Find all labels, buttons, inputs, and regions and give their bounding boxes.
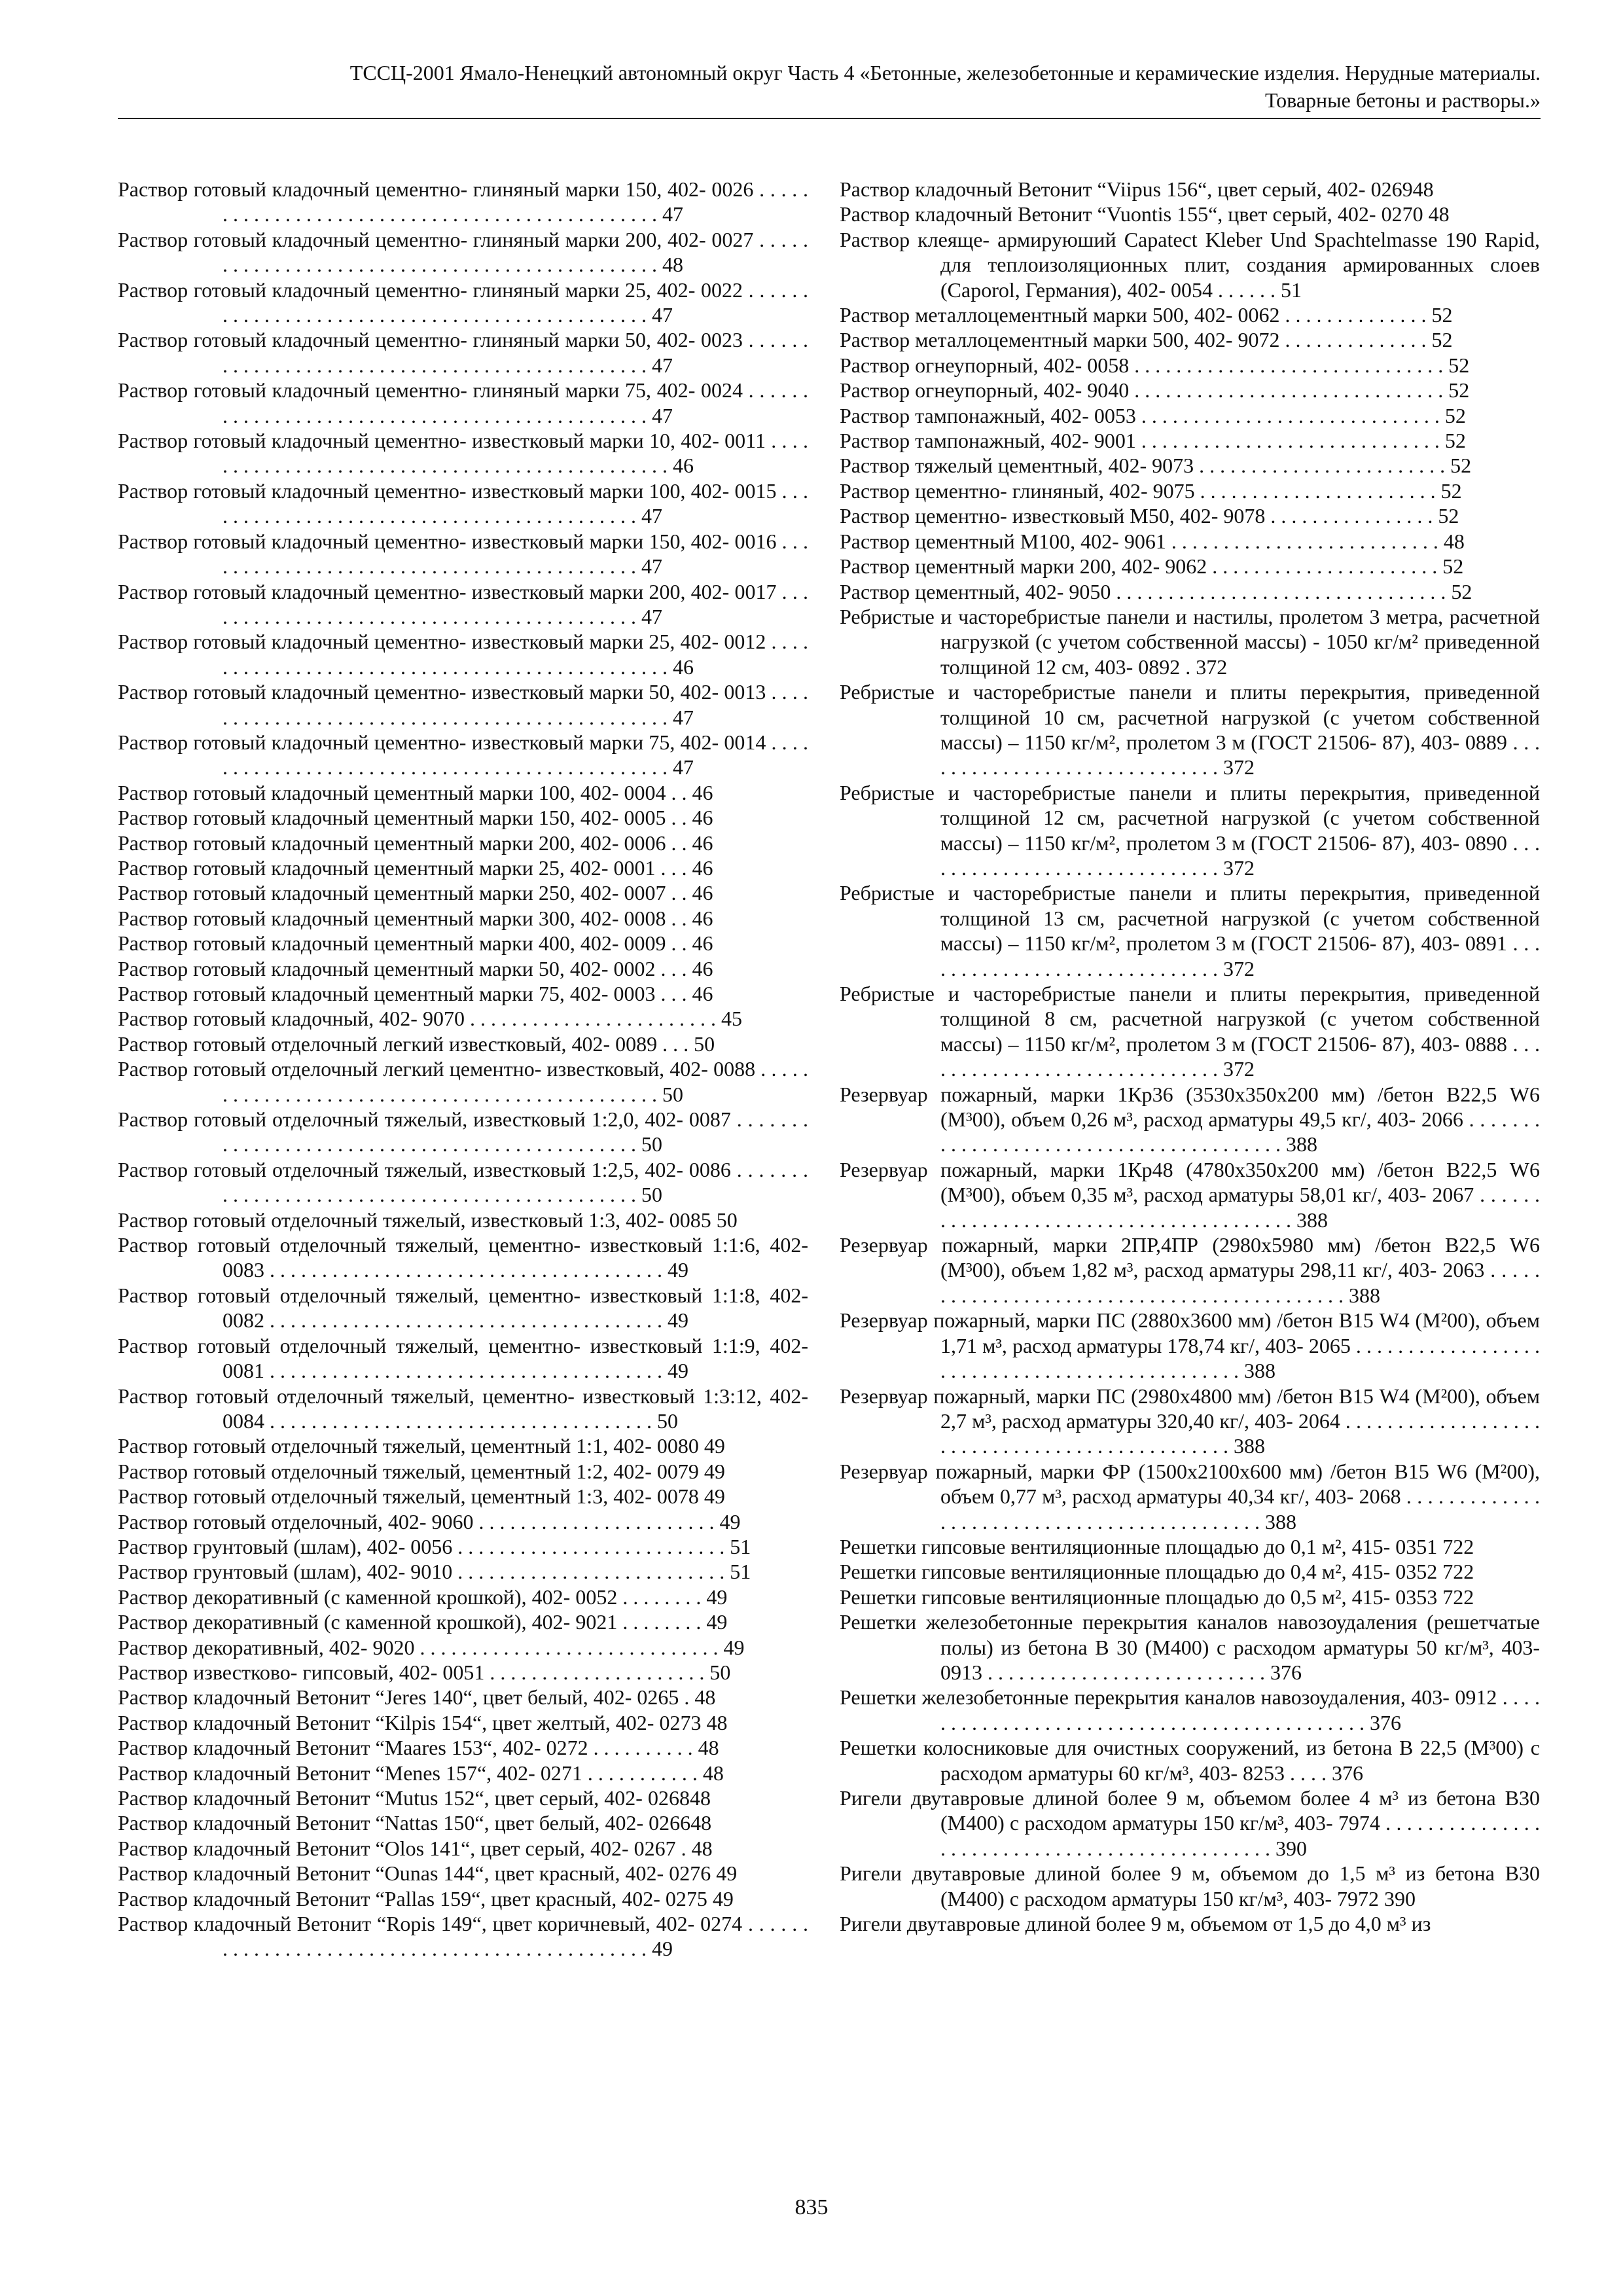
index-entry: Ригели двутавровые длиной более 9 м, объемом от 1,5 до 4,0 м³ из	[840, 1912, 1431, 1936]
index-entry: Раствор цементный марки 200, 402- 9062 . . . . . . . . . . . . . . . . . . . . . . 52	[840, 554, 1464, 579]
index-entry: Раствор кладочный Ветонит “Vuontis 155“, цвет серый, 402- 0270 48	[840, 202, 1450, 226]
index-entry: Раствор кладочный Ветонит “Nattas 150“, цвет белый, 402- 026648	[118, 1811, 712, 1835]
index-entry: Раствор огнеупорный, 402- 9040 . . . . . . . . . . . . . . . . . . . . . . . . . . . . . . 52	[840, 378, 1470, 403]
index-entry: Резервуар пожарный, марки 1Кр48 (4780х350х200 мм) /бетон В22,5 W6 (М³00), объем 0,35 м³, расход арматуры 58,01 кг/, 403- 2067 . . . . . . . . . . . . . . . . . . . . . . . . . . . . . . . . . . . . . . . . 388	[840, 1157, 1540, 1232]
index-entry: Раствор грунтовый (шлам), 402- 0056 . . . . . . . . . . . . . . . . . . . . . . . . . . 51	[118, 1534, 751, 1558]
index-entry: Решетки гипсовые вентиляционные площадью до 0,1 м², 415- 0351 722	[840, 1534, 1474, 1558]
index-entry: Раствор декоративный (с каменной крошкой), 402- 9021 . . . . . . . . 49	[118, 1610, 728, 1634]
index-entry: Раствор готовый отделочный легкий известковый, 402- 0089 . . . 50	[118, 1031, 715, 1056]
index-entry: Раствор готовый кладочный цементный марки 400, 402- 0009 . . 46	[118, 931, 713, 956]
index-entry: Раствор готовый кладочный цементно- глиняный марки 150, 402- 0026 . . . . . . . . . . . . . . . . . . . . . . . . . . . . . . . . . . . . . . . . . . . . . . . 47	[118, 177, 808, 226]
index-entry: Раствор готовый кладочный цементный марки 100, 402- 0004 . . 46	[118, 780, 713, 804]
index-entry: Раствор готовый отделочный тяжелый, цементно- известковый 1:1:6, 402- 0083 . . . . . . . . . . . . . . . . . . . . . . . . . . . . . . . . . . . . . . 49	[118, 1233, 808, 1282]
index-entry: Раствор готовый отделочный тяжелый, известковый 1:2,5, 402- 0086 . . . . . . . . . . . . . . . . . . . . . . . . . . . . . . . . . . . . . . . . . . . . . . . 50	[118, 1157, 808, 1207]
index-entry: Раствор готовый отделочный тяжелый, известковый 1:2,0, 402- 0087 . . . . . . . . . . . . . . . . . . . . . . . . . . . . . . . . . . . . . . . . . . . . . . . 50	[118, 1107, 808, 1157]
index-entry: Резервуар пожарный, марки ФР (1500х2100х600 мм) /бетон В15 W6 (М²00), объем 0,77 м³, расход арматуры 40,34 кг/, 403- 2068 . . . . . . . . . . . . . . . . . . . . . . . . . . . . . . . . . . . . . . . . . . . . 388	[840, 1459, 1540, 1534]
index-entry: Раствор готовый кладочный цементно- глиняный марки 50, 402- 0023 . . . . . . . . . . . . . . . . . . . . . . . . . . . . . . . . . . . . . . . . . . . . . . . 47	[118, 328, 808, 377]
index-entry: Раствор готовый кладочный, 402- 9070 . . . . . . . . . . . . . . . . . . . . . . . . 45	[118, 1007, 742, 1031]
running-header	[118, 59, 1541, 119]
index-entry: Раствор готовый отделочный тяжелый, цементный 1:2, 402- 0079 49	[118, 1459, 725, 1483]
index-entry: Ребристые и часторебристые панели и плиты перекрытия, приведенной толщиной 13 см, расчетной нагрузкой (с учетом собственной массы) – 1150 кг/м², пролетом 3 м (ГОСТ 21506- 87), 403- 0891 . . . . . . . . . . . . . . . . . . . . . . . . . . . . . . 372	[840, 881, 1540, 980]
index-entry: Резервуар пожарный, марки ПС (2880х3600 мм) /бетон В15 W4 (М²00), объем 1,71 м³, расход арматуры 178,74 кг/, 403- 2065 . . . . . . . . . . . . . . . . . . . . . . . . . . . . . . . . . . . . . . . . . . . . . . . 388	[840, 1308, 1540, 1383]
index-entry: Решетки железобетонные перекрытия каналов навозоудаления (решетчатые полы) из бетона В 30 (М400) с расходом арматуры 50 кг/м³, 403- 0913 . . . . . . . . . . . . . . . . . . . . . . . . . . . 376	[840, 1610, 1540, 1684]
index-entry: Раствор готовый кладочный цементный марки 200, 402- 0006 . . 46	[118, 831, 713, 855]
index-entry: Раствор кладочный Ветонит “Olos 141“, цвет серый, 402- 0267 . 48	[118, 1836, 713, 1860]
index-entry: Раствор тампонажный, 402- 0053 . . . . . . . . . . . . . . . . . . . . . . . . . . . . . 52	[840, 403, 1466, 427]
header-line-2: Товарные бетоны и растворы.»	[1264, 88, 1541, 112]
index-entry: Раствор готовый кладочный цементно- глиняный марки 200, 402- 0027 . . . . . . . . . . . . . . . . . . . . . . . . . . . . . . . . . . . . . . . . . . . . . . . 48	[118, 227, 808, 277]
index-entry: Ребристые и часторебристые панели и плиты перекрытия, приведенной толщиной 8 см, расчетной нагрузкой (с учетом собственной массы) – 1150 кг/м², пролетом 3 м (ГОСТ 21506- 87), 403- 0888 . . . . . . . . . . . . . . . . . . . . . . . . . . . . . . 372	[840, 982, 1540, 1081]
index-entry: Раствор готовый отделочный тяжелый, известковый 1:3, 402- 0085 50	[118, 1208, 738, 1232]
index-entry: Раствор готовый кладочный цементно- известковый марки 75, 402- 0014 . . . . . . . . . . . . . . . . . . . . . . . . . . . . . . . . . . . . . . . . . . . . . . . 47	[118, 730, 808, 780]
index-entry: Раствор готовый кладочный цементно- известковый марки 150, 402- 0016 . . . . . . . . . . . . . . . . . . . . . . . . . . . . . . . . . . . . . . . . . . . 47	[118, 529, 808, 579]
index-entry: Раствор кладочный Ветонит “Viipus 156“, цвет серый, 402- 026948	[840, 177, 1434, 201]
index-entry: Решетки гипсовые вентиляционные площадью до 0,5 м², 415- 0353 722	[840, 1585, 1474, 1609]
index-entry: Раствор готовый кладочный цементно- известковый марки 25, 402- 0012 . . . . . . . . . . . . . . . . . . . . . . . . . . . . . . . . . . . . . . . . . . . . . . . 46	[118, 630, 808, 679]
index-entry: Ребристые и часторебристые панели и плиты перекрытия, приведенной толщиной 10 см, расчетной нагрузкой (с учетом собственной массы) – 1150 кг/м², пролетом 3 м (ГОСТ 21506- 87), 403- 0889 . . . . . . . . . . . . . . . . . . . . . . . . . . . . . . 372	[840, 680, 1540, 780]
index-entry: Раствор готовый отделочный легкий цементно- известковый, 402- 0088 . . . . . . . . . . . . . . . . . . . . . . . . . . . . . . . . . . . . . . . . . . . . . . . 50	[118, 1057, 808, 1106]
index-entry: Раствор известково- гипсовый, 402- 0051 . . . . . . . . . . . . . . . . . . . . . 50	[118, 1660, 731, 1684]
page-number: 835	[794, 2195, 829, 2219]
index-entry: Раствор готовый отделочный тяжелый, цементно- известковый 1:1:9, 402- 0081 . . . . . . . . . . . . . . . . . . . . . . . . . . . . . . . . . . . . . . 49	[118, 1333, 808, 1383]
index-entry: Раствор готовый кладочный цементный марки 150, 402- 0005 . . 46	[118, 806, 713, 830]
index-entry: Раствор готовый кладочный цементный марки 50, 402- 0002 . . . 46	[118, 956, 713, 980]
index-entry: Раствор металлоцементный марки 500, 402- 0062 . . . . . . . . . . . . . . 52	[840, 303, 1453, 327]
index-entry: Раствор металлоцементный марки 500, 402- 9072 . . . . . . . . . . . . . . 52	[840, 328, 1453, 352]
index-entry: Раствор декоративный, 402- 9020 . . . . . . . . . . . . . . . . . . . . . . . . . . . . . 49	[118, 1635, 745, 1659]
index-entry: Раствор готовый отделочный тяжелый, цементный 1:3, 402- 0078 49	[118, 1484, 725, 1509]
index-entry: Резервуар пожарный, марки ПС (2980х4800 мм) /бетон В15 W4 (М²00), объем 2,7 м³, расход арматуры 320,40 кг/, 403- 2064 . . . . . . . . . . . . . . . . . . . . . . . . . . . . . . . . . . . . . . . . . . . . . . . 388	[840, 1384, 1540, 1458]
index-entry: Раствор готовый кладочный цементный марки 75, 402- 0003 . . . 46	[118, 982, 713, 1005]
index-entry: Раствор огнеупорный, 402- 0058 . . . . . . . . . . . . . . . . . . . . . . . . . . . . . . 52	[840, 353, 1470, 377]
index-entry: Раствор кладочный Ветонит “Pallas 159“, цвет красный, 402- 0275 49	[118, 1886, 734, 1910]
index-entry: Решетки колосниковые для очистных сооружений, из бетона В 22,5 (М³00) с расходом арматуры 60 кг/м³, 403- 8253 . . . . 376	[840, 1736, 1540, 1785]
index-entry: Раствор кладочный Ветонит “Maares 153“, 402- 0272 . . . . . . . . . . 48	[118, 1736, 719, 1760]
index-entry: Раствор готовый кладочный цементно- известковый марки 100, 402- 0015 . . . . . . . . . . . . . . . . . . . . . . . . . . . . . . . . . . . . . . . . . . . 47	[118, 478, 808, 528]
index-entry: Раствор кладочный Ветонит “Ropis 149“, цвет коричневый, 402- 0274 . . . . . . . . . . . . . . . . . . . . . . . . . . . . . . . . . . . . . . . . . . . . . . . 49	[118, 1912, 808, 1961]
index-entry: Раствор готовый кладочный цементный марки 300, 402- 0008 . . 46	[118, 906, 713, 930]
index-entry: Раствор кладочный Ветонит “Kilpis 154“, цвет желтый, 402- 0273 48	[118, 1710, 728, 1734]
index-entry: Раствор кладочный Ветонит “Ounas 144“, цвет красный, 402- 0276 49	[118, 1861, 738, 1886]
index-column-left	[118, 177, 808, 1962]
index-entry: Раствор грунтовый (шлам), 402- 9010 . . . . . . . . . . . . . . . . . . . . . . . . . . 51	[118, 1560, 751, 1584]
index-entry: Решетки железобетонные перекрытия каналов навозоудаления, 403- 0912 . . . . . . . . . . . . . . . . . . . . . . . . . . . . . . . . . . . . . . . . . . . . . 376	[840, 1685, 1540, 1734]
index-entry: Резервуар пожарный, марки 1Кр36 (3530х350х200 мм) /бетон В22,5 W6 (М³00), объем 0,26 м³, расход арматуры 49,5 кг/, 403- 2066 . . . . . . . . . . . . . . . . . . . . . . . . . . . . . . . . . . . . . . . . 388	[840, 1082, 1540, 1157]
index-entry: Раствор тяжелый цементный, 402- 9073 . . . . . . . . . . . . . . . . . . . . . . . . 52	[840, 454, 1472, 478]
index-entry: Ригели двутавровые длиной более 9 м, объемом до 1,5 м³ из бетона В30 (М400) с расходом арматуры 150 кг/м³, 403- 7972 390	[840, 1861, 1540, 1910]
index-column-right	[840, 177, 1540, 1936]
index-entry: Раствор готовый кладочный цементно- известковый марки 200, 402- 0017 . . . . . . . . . . . . . . . . . . . . . . . . . . . . . . . . . . . . . . . . . . . 47	[118, 579, 808, 628]
index-entry: Решетки гипсовые вентиляционные площадью до 0,4 м², 415- 0352 722	[840, 1560, 1474, 1584]
index-entry: Раствор кладочный Ветонит “Jeres 140“, цвет белый, 402- 0265 . 48	[118, 1685, 716, 1710]
index-entry: Раствор готовый кладочный цементный марки 25, 402- 0001 . . . 46	[118, 855, 713, 880]
index-entry: Раствор кладочный Ветонит “Menes 157“, 402- 0271 . . . . . . . . . . . 48	[118, 1761, 724, 1785]
index-entry: Ребристые и часторебристые панели и плиты перекрытия, приведенной толщиной 12 см, расчетной нагрузкой (с учетом собственной массы) – 1150 кг/м², пролетом 3 м (ГОСТ 21506- 87), 403- 0890 . . . . . . . . . . . . . . . . . . . . . . . . . . . . . . 372	[840, 780, 1540, 880]
index-entry: Раствор цементный М100, 402- 9061 . . . . . . . . . . . . . . . . . . . . . . . . . . 48	[840, 529, 1465, 553]
header-line-1: ТССЦ-2001 Ямало-Ненецкий автономный округ Часть 4 «Бетонные, железобетонные и керамические изделия. Нерудные материалы.	[349, 61, 1541, 84]
index-entry: Раствор готовый кладочный цементно- известковый марки 50, 402- 0013 . . . . . . . . . . . . . . . . . . . . . . . . . . . . . . . . . . . . . . . . . . . . . . . 47	[118, 680, 808, 729]
index-entry: Раствор готовый кладочный цементный марки 250, 402- 0007 . . 46	[118, 881, 713, 905]
index-entry: Раствор готовый отделочный тяжелый, цементно- известковый 1:3:12, 402- 0084 . . . . . . . . . . . . . . . . . . . . . . . . . . . . . . . . . . . . . 50	[118, 1384, 808, 1433]
index-entry: Раствор готовый кладочный цементно- глиняный марки 75, 402- 0024 . . . . . . . . . . . . . . . . . . . . . . . . . . . . . . . . . . . . . . . . . . . . . . . 47	[118, 378, 808, 427]
index-entry: Раствор декоративный (с каменной крошкой), 402- 0052 . . . . . . . . 49	[118, 1585, 728, 1609]
index-entry: Раствор клеяще- армируюший Capatect Kleber Und Spachtelmasse 190 Rapid, для теплоизоляционных плит, создания армированных слоев (Caporol, Германия), 402- 0054 . . . . . . 51	[840, 227, 1540, 302]
index-entry: Раствор цементный, 402- 9050 . . . . . . . . . . . . . . . . . . . . . . . . . . . . . . . . 52	[840, 579, 1472, 603]
index-entry: Раствор готовый отделочный тяжелый, цементный 1:1, 402- 0080 49	[118, 1434, 725, 1458]
index-entry: Раствор готовый отделочный, 402- 9060 . . . . . . . . . . . . . . . . . . . . . . . 49	[118, 1509, 741, 1534]
index-entry: Раствор цементно- известковый М50, 402- 9078 . . . . . . . . . . . . . . . . 52	[840, 504, 1459, 528]
index-entry: Ребристые и часторебристые панели и настилы, пролетом 3 метра, расчетной нагрузкой (с учетом собственной массы) - 1050 кг/м² приведенной толщиной 12 см, 403- 0892 . 372	[840, 604, 1540, 679]
index-entry: Раствор готовый отделочный тяжелый, цементно- известковый 1:1:8, 402- 0082 . . . . . . . . . . . . . . . . . . . . . . . . . . . . . . . . . . . . . . 49	[118, 1283, 808, 1333]
index-entry: Раствор готовый кладочный цементно- глиняный марки 25, 402- 0022 . . . . . . . . . . . . . . . . . . . . . . . . . . . . . . . . . . . . . . . . . . . . . . . 47	[118, 278, 808, 327]
index-entry: Раствор цементно- глиняный, 402- 9075 . . . . . . . . . . . . . . . . . . . . . . . 52	[840, 478, 1462, 503]
index-entry: Раствор тампонажный, 402- 9001 . . . . . . . . . . . . . . . . . . . . . . . . . . . . . 52	[840, 429, 1466, 453]
index-entry: Раствор кладочный Ветонит “Mutus 152“, цвет серый, 402- 026848	[118, 1786, 711, 1810]
index-entry: Резервуар пожарный, марки 2ПР,4ПР (2980х5980 мм) /бетон В22,5 W6 (М³00), объем 1,82 м³, расход арматуры 298,11 кг/, 403- 2063 . . . . . . . . . . . . . . . . . . . . . . . . . . . . . . . . . . . . . . . . . . . . 388	[840, 1233, 1540, 1307]
index-entry: Раствор готовый кладочный цементно- известковый марки 10, 402- 0011 . . . . . . . . . . . . . . . . . . . . . . . . . . . . . . . . . . . . . . . . . . . . . . . 46	[118, 429, 808, 478]
index-entry: Ригели двутавровые длиной более 9 м, объемом более 4 м³ из бетона В30 (М400) с расходом арматуры 150 кг/м³, 403- 7974 . . . . . . . . . . . . . . . . . . . . . . . . . . . . . . . . . . . . . . . . . . . . . . . 390	[840, 1786, 1540, 1860]
